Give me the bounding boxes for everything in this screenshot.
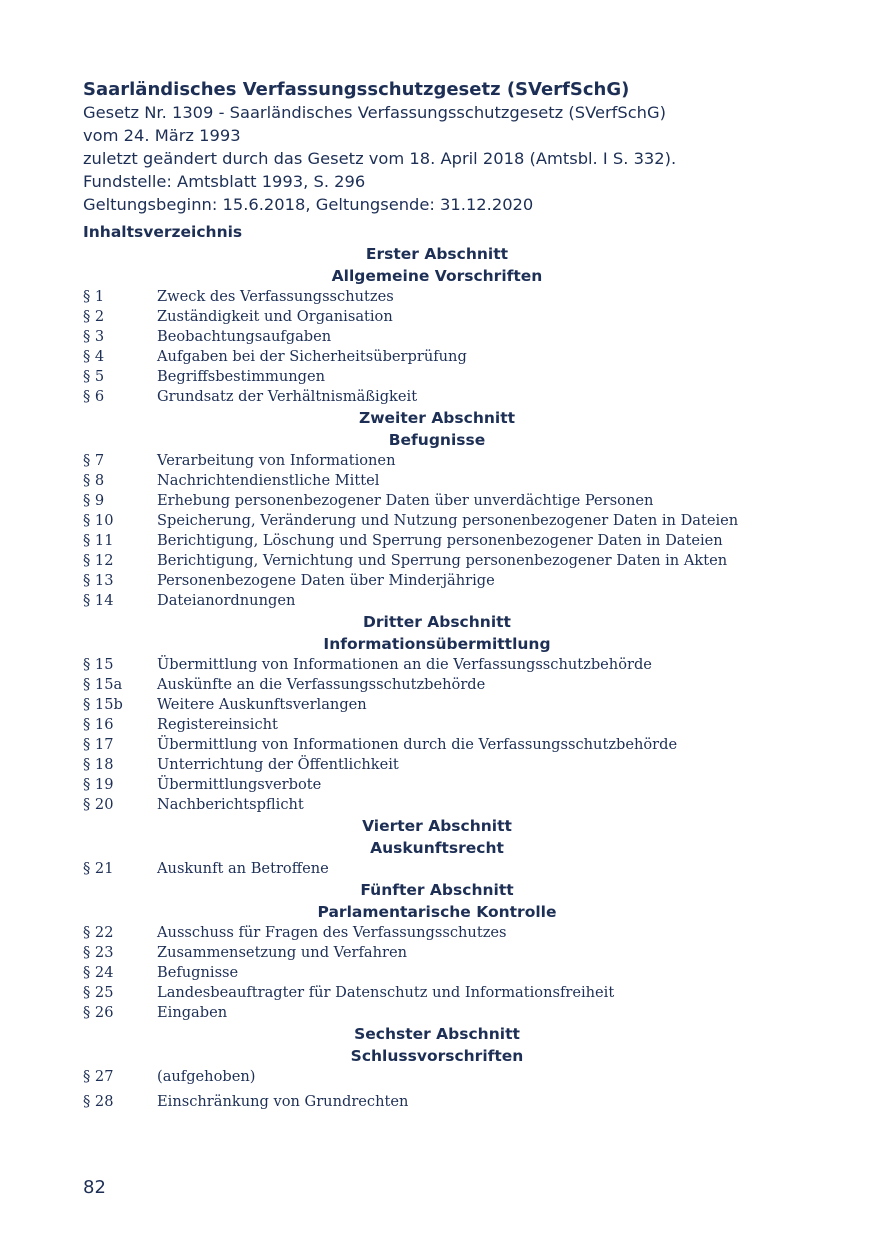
toc-entry: [83, 1067, 763, 1087]
paragraph-title: Erhebung personenbezogener Daten über unverdächtige Personen: [157, 492, 654, 509]
paragraph-number: § 20: [83, 796, 114, 813]
page-number: 82: [83, 1177, 106, 1198]
paragraph-number: § 22: [83, 924, 114, 941]
paragraph-title: Zweck des Verfassungsschutzes: [157, 288, 394, 305]
paragraph-title: Dateianordnungen: [157, 592, 296, 609]
paragraph-title: Einschränkung von Grundrechten: [157, 1093, 409, 1110]
toc-entry: [83, 695, 763, 715]
paragraph-number: § 17: [83, 736, 114, 753]
section-subheading: Informationsübermittlung: [323, 635, 551, 653]
paragraph-number: § 28: [83, 1093, 114, 1110]
paragraph-title: Nachrichtendienstliche Mittel: [157, 472, 380, 489]
paragraph-title: Zuständigkeit und Organisation: [157, 308, 393, 325]
section-heading: Vierter Abschnitt: [362, 817, 512, 835]
paragraph-number: § 3: [83, 328, 105, 345]
toc-entry: [83, 511, 763, 531]
toc-entry: [83, 307, 763, 327]
law-date-line: vom 24. März 1993: [83, 126, 241, 145]
section-subheading: Befugnisse: [388, 431, 486, 449]
paragraph-title: Eingaben: [157, 1004, 228, 1021]
document-body: [83, 78, 763, 1112]
paragraph-title: Auskunft an Betroffene: [157, 860, 329, 877]
validity-line: Geltungsbeginn: 15.6.2018, Geltungsende: 31.12.2020: [83, 195, 534, 214]
document-metadata: [83, 101, 763, 216]
paragraph-title: Ausschuss für Fragen des Verfassungsschutzes: [157, 924, 507, 941]
paragraph-title: Übermittlung von Informationen durch die Verfassungsschutzbehörde: [157, 736, 678, 753]
paragraph-number: § 27: [83, 1068, 114, 1085]
paragraph-title: Zusammensetzung und Verfahren: [157, 944, 408, 961]
toc-entry: [83, 983, 763, 1003]
paragraph-title: Begriffsbestimmungen: [157, 368, 326, 385]
paragraph-title: Auskünfte an die Verfassungsschutzbehörde: [157, 676, 486, 693]
paragraph-title: Berichtigung, Löschung und Sperrung personenbezogener Daten in Dateien: [157, 532, 723, 549]
paragraph-title: Personenbezogene Daten über Minderjährige: [157, 572, 495, 589]
paragraph-title: Weitere Auskunftsverlangen: [157, 696, 367, 713]
paragraph-title: Landesbeauftragter für Datenschutz und Informationsfreiheit: [157, 984, 615, 1001]
toc-entry: [83, 571, 763, 591]
section-subheading: Parlamentarische Kontrolle: [317, 903, 557, 921]
toc-section: [83, 611, 763, 815]
paragraph-number: § 6: [83, 388, 105, 405]
paragraph-title: Übermittlungsverbote: [157, 776, 322, 793]
section-heading: Zweiter Abschnitt: [358, 409, 516, 427]
toc-entry: [83, 655, 763, 675]
toc-section: [83, 407, 763, 611]
toc-entry: [83, 675, 763, 695]
toc-entry: [83, 387, 763, 407]
toc-entry: [83, 775, 763, 795]
section-heading: Fünfter Abschnitt: [360, 881, 514, 899]
paragraph-number: § 11: [83, 532, 114, 549]
paragraph-title: Aufgaben bei der Sicherheitsüberprüfung: [157, 348, 467, 365]
toc-entry: [83, 367, 763, 387]
paragraph-number: § 26: [83, 1004, 114, 1021]
paragraph-title: Beobachtungsaufgaben: [157, 328, 332, 345]
toc-entry: [83, 471, 763, 491]
paragraph-title: Registereinsicht: [157, 716, 278, 733]
paragraph-title: Übermittlung von Informationen an die Verfassungsschutzbehörde: [157, 656, 652, 673]
paragraph-number: § 16: [83, 716, 114, 733]
paragraph-number: § 8: [83, 472, 105, 489]
section-subheading: Schlussvorschriften: [350, 1047, 524, 1065]
paragraph-title: Verarbeitung von Informationen: [157, 452, 396, 469]
toc-entry: [83, 451, 763, 471]
toc-section: [83, 879, 763, 1023]
toc-entry: [83, 795, 763, 815]
paragraph-number: § 23: [83, 944, 114, 961]
toc-entry: [83, 491, 763, 511]
paragraph-number: § 15a: [83, 676, 123, 693]
toc-entry: [83, 1003, 763, 1023]
paragraph-number: § 5: [83, 368, 105, 385]
paragraph-number: § 25: [83, 984, 114, 1001]
paragraph-number: § 13: [83, 572, 114, 589]
amendment-line: zuletzt geändert durch das Gesetz vom 18. April 2018 (Amtsbl. I S. 332).: [83, 149, 677, 168]
paragraph-number: § 12: [83, 552, 114, 569]
toc-entry: [83, 1092, 763, 1112]
paragraph-number: § 15b: [83, 696, 123, 713]
paragraph-number: § 15: [83, 656, 114, 673]
toc-entry: [83, 943, 763, 963]
paragraph-title: Befugnisse: [157, 964, 239, 981]
paragraph-number: § 9: [83, 492, 105, 509]
paragraph-number: § 19: [83, 776, 114, 793]
toc-entry: [83, 531, 763, 551]
section-subheading: Auskunftsrecht: [370, 839, 504, 857]
toc-entry: [83, 963, 763, 983]
paragraph-number: § 1: [83, 288, 105, 305]
paragraph-number: § 21: [83, 860, 114, 877]
section-heading: Erster Abschnitt: [365, 245, 509, 263]
toc-entry: [83, 551, 763, 571]
paragraph-title: Berichtigung, Vernichtung und Sperrung personenbezogener Daten in Akten: [157, 552, 728, 569]
toc-entry: [83, 923, 763, 943]
toc-entry: [83, 735, 763, 755]
paragraph-title: (aufgehoben): [157, 1068, 256, 1085]
paragraph-number: § 2: [83, 308, 105, 325]
paragraph-title: Grundsatz der Verhältnismäßigkeit: [157, 388, 418, 405]
toc-section: [83, 243, 763, 407]
paragraph-number: § 4: [83, 348, 105, 365]
toc-entry: [83, 327, 763, 347]
paragraph-number: § 10: [83, 512, 114, 529]
paragraph-number: § 14: [83, 592, 114, 609]
section-subheading: Allgemeine Vorschriften: [331, 267, 543, 285]
paragraph-title: Nachberichtspflicht: [157, 796, 304, 813]
toc-section: [83, 815, 763, 879]
section-heading: Dritter Abschnitt: [363, 613, 511, 631]
toc-entry: [83, 347, 763, 367]
toc-entry: [83, 715, 763, 735]
toc-heading: Inhaltsverzeichnis: [83, 223, 243, 241]
law-number-line: Gesetz Nr. 1309 - Saarländisches Verfassungsschutzgesetz (SVerfSchG): [83, 103, 666, 122]
toc-entry: [83, 287, 763, 307]
table-of-contents: [83, 243, 763, 1112]
source-line: Fundstelle: Amtsblatt 1993, S. 296: [83, 172, 366, 191]
toc-section: [83, 1023, 763, 1112]
paragraph-number: § 18: [83, 756, 114, 773]
toc-entry: [83, 755, 763, 775]
paragraph-title: Speicherung, Veränderung und Nutzung personenbezogener Daten in Dateien: [157, 512, 739, 529]
document-title: Saarländisches Verfassungsschutzgesetz (SVerfSchG): [83, 79, 630, 100]
paragraph-number: § 7: [83, 452, 105, 469]
paragraph-title: Unterrichtung der Öffentlichkeit: [157, 756, 399, 773]
toc-entry: [83, 591, 763, 611]
section-heading: Sechster Abschnitt: [354, 1025, 520, 1043]
toc-entry: [83, 859, 763, 879]
paragraph-number: § 24: [83, 964, 114, 981]
